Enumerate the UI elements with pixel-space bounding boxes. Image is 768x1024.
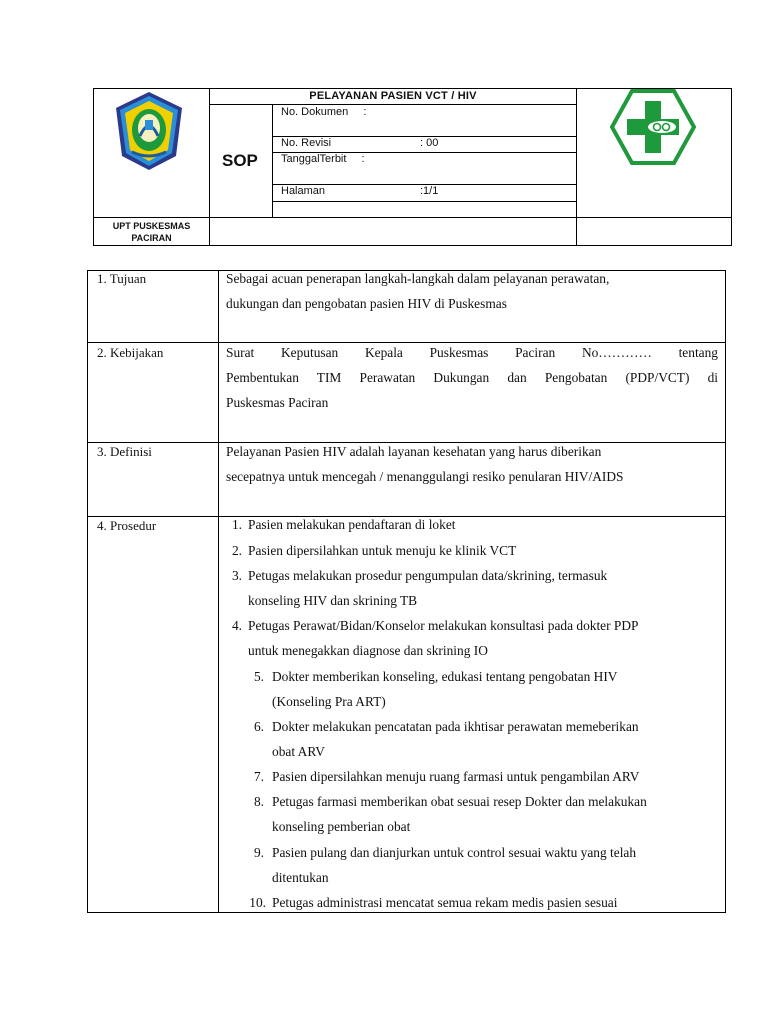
- section-text-tujuan: [226, 266, 718, 316]
- field-tanggal-terbit: [281, 153, 571, 165]
- step-number: 6.: [253, 719, 264, 734]
- step-number: 1.: [231, 517, 242, 532]
- section-label-prosedur: 4. Prosedur: [97, 518, 157, 533]
- step-line: Pasien melakukan pendaftaran di loket: [248, 517, 456, 532]
- step-line: Pasien dipersilahkan untuk menuju ke klinik VCT: [248, 543, 517, 558]
- step-line: untuk menegakkan diagnose dan skrining IO: [248, 643, 488, 658]
- organization-line-2: PACIRAN: [131, 233, 172, 243]
- step-line: Petugas melakukan prosedur pengumpulan data/skrining, termasuk: [248, 568, 608, 583]
- step-number: 2.: [231, 543, 242, 558]
- procedure-step: [249, 890, 720, 915]
- text-line: Sebagai acuan penerapan langkah-langkah dalam pelayanan perawatan,: [226, 271, 610, 286]
- procedure-step: [253, 714, 720, 764]
- procedure-step: [231, 512, 718, 537]
- field-label: No. Revisi: [281, 137, 332, 149]
- step-line: obat ARV: [272, 744, 325, 759]
- procedure-step: [253, 789, 720, 839]
- step-number: 7.: [253, 769, 264, 784]
- field-separator: :: [363, 106, 367, 118]
- field-no-revisi: [281, 137, 571, 149]
- field-value: :1/1: [420, 185, 439, 197]
- step-number: 4.: [231, 618, 242, 633]
- step-line: Pasien pulang dan dianjurkan untuk control sesuai waktu yang telah: [272, 845, 637, 860]
- document-title: PELAYANAN PASIEN VCT / HIV: [309, 90, 477, 102]
- procedure-step: [253, 664, 720, 714]
- field-label: No. Dokumen: [281, 106, 349, 118]
- step-number: 9.: [253, 845, 264, 860]
- section-text-definisi: [226, 439, 718, 489]
- step-line: Pasien dipersilahkan menuju ruang farmasi untuk pengambilan ARV: [272, 769, 640, 784]
- section-label-definisi: 3. Definisi: [97, 444, 152, 459]
- step-line: ditentukan: [272, 870, 329, 885]
- procedure-step: [231, 538, 718, 563]
- section-text-kebijakan: [226, 340, 718, 415]
- text-line: Pelayanan Pasien HIV adalah layanan kesehatan yang harus diberikan: [226, 444, 602, 459]
- section-label-tujuan: 1. Tujuan: [97, 271, 147, 286]
- step-number: 8.: [253, 794, 264, 809]
- text-line: Surat Keputusan Kepala Puskesmas Paciran No………… tentang: [226, 345, 718, 360]
- procedure-step: [253, 840, 720, 890]
- step-line: Petugas farmasi memberikan obat sesuai resep Dokter dan melakukan: [272, 794, 647, 809]
- step-line: Petugas administrasi mencatat semua rekam medis pasien sesuai: [272, 895, 618, 910]
- section-label-kebijakan: 2. Kebijakan: [97, 345, 164, 360]
- field-halaman: [281, 185, 571, 197]
- field-no-dokumen: [281, 106, 571, 118]
- field-value: : 00: [420, 137, 439, 149]
- field-separator: :: [361, 153, 365, 165]
- regional-emblem-logo: [112, 90, 186, 172]
- step-number: 3.: [231, 568, 242, 583]
- text-line: Puskesmas Paciran: [226, 395, 329, 410]
- organization-line-1: UPT PUSKESMAS: [112, 221, 191, 231]
- step-line: Petugas Perawat/Bidan/Konselor melakukan konsultasi pada dokter PDP: [248, 618, 639, 633]
- field-label: Halaman: [281, 185, 326, 197]
- step-line: (Konseling Pra ART): [272, 694, 386, 709]
- procedure-step: [231, 563, 718, 613]
- text-line: dukungan dan pengobatan pasien HIV di Puskesmas: [226, 296, 507, 311]
- step-number: 10.: [249, 895, 266, 910]
- sop-label: SOP: [222, 151, 258, 170]
- text-line: Pembentukan TIM Perawatan Dukungan dan Pengobatan (PDP/VCT) di: [226, 370, 718, 385]
- step-line: konseling HIV dan skrining TB: [248, 593, 418, 608]
- text-line: secepatnya untuk mencegah / menanggulangi resiko penularan HIV/AIDS: [226, 469, 624, 484]
- step-line: Dokter melakukan pencatatan pada ikhtisar perawatan memeberikan: [272, 719, 639, 734]
- organization-name: [94, 220, 209, 244]
- step-line: konseling pemberian obat: [272, 819, 411, 834]
- step-line: Dokter memberikan konseling, edukasi tentang pengobatan HIV: [272, 669, 618, 684]
- puskesmas-logo: [610, 89, 696, 165]
- procedure-step: [231, 613, 718, 663]
- field-label: TanggalTerbit: [281, 153, 347, 165]
- step-number: 5.: [253, 669, 264, 684]
- procedure-step: [253, 764, 720, 789]
